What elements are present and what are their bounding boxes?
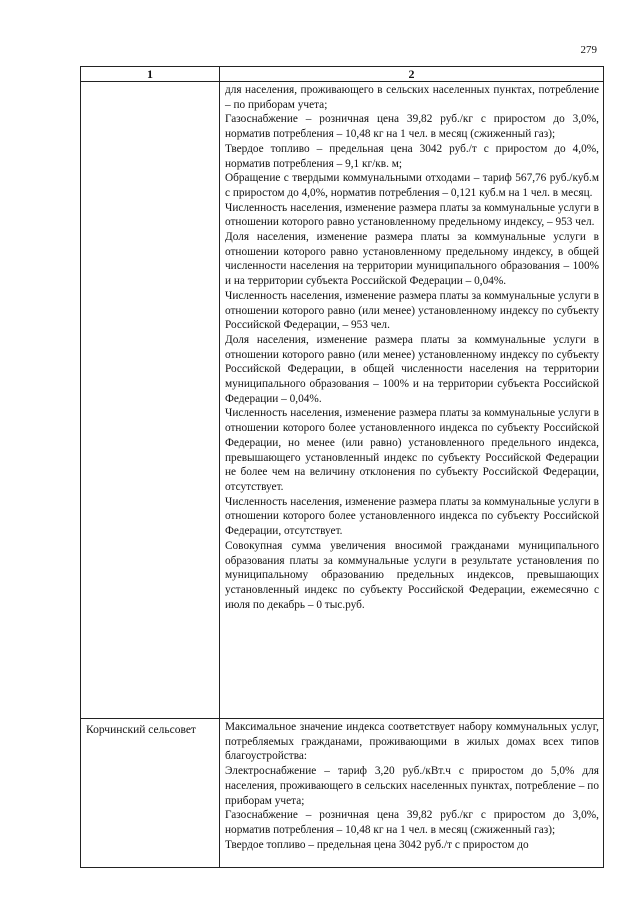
paragraph: Доля населения, изменение размера платы за коммунальные услуги в отношении которого равно установленному предельному индексу, в общей численности населения на территории муниципального образования – 100% и на территории субъекта Российской Федерации – 0,04%. bbox=[225, 231, 599, 288]
paragraph: Газоснабжение – розничная цена 39,82 руб./кг с приростом до 3,0%, норматив потребления – 10,48 кг на 1 чел. в месяц (сжиженный газ); bbox=[225, 809, 599, 836]
region-cell bbox=[81, 82, 220, 719]
column-header-2: 2 bbox=[220, 67, 604, 82]
table-row bbox=[81, 719, 604, 868]
paragraph: Газоснабжение – розничная цена 39,82 руб./кг с приростом до 3,0%, норматив потребления – 10,48 кг на 1 чел. в месяц (сжиженный газ); bbox=[225, 113, 599, 141]
paragraph: Доля населения, изменение размера платы за коммунальные услуги в отношении которого равно (или менее) установленному индексу по субъекту Российской Федерации, в общей численности населения на территории муниципального образования – 100% и на территории субъекта Российской Федерации – 0,04%. bbox=[225, 333, 599, 405]
paragraph: Численность населения, изменение размера платы за коммунальные услуги в отношении которого более установленного индекса по субъекту Российской Федерации, но менее (или равно) установленного предельного индекса, превышающего установленный индекс по субъекту Российской Федерации не более чем на величину отклонения по субъекту Российской Федерации, отсутствует. bbox=[225, 407, 599, 493]
paragraph: Численность населения, изменение размера платы за коммунальные услуги в отношении которого равно (или менее) установленному индексу по субъекту Российской Федерации, – 953 чел. bbox=[225, 289, 599, 332]
table-row bbox=[81, 82, 604, 719]
region-cell: Корчинский сельсовет bbox=[81, 719, 220, 868]
paragraph: Совокупная сумма увеличения вносимой гражданами муниципального образования платы за коммунальные услуги в результате установления по муниципальному образованию предельных индексов, превышающих установленный индекс по субъекту Российской Федерации, ежемесячно с июля по декабрь – 0 тыс.руб. bbox=[225, 539, 599, 611]
tariff-table bbox=[80, 66, 604, 868]
paragraph: Твердое топливо – предельная цена 3042 руб./т с приростом до 4,0%, норматив потребления – 9,1 кг/кв. м; bbox=[225, 142, 599, 170]
header-row bbox=[81, 67, 604, 82]
column-header-1: 1 bbox=[81, 67, 220, 82]
paragraph: Твердое топливо – предельная цена 3042 руб./т с приростом до bbox=[225, 838, 529, 851]
description-cell bbox=[220, 719, 604, 868]
paragraph: Обращение с твердыми коммунальными отходами – тариф 567,76 руб./куб.м с приростом до 4,0%, норматив потребления – 0,121 куб.м на 1 чел. в месяц. bbox=[225, 172, 599, 199]
paragraph: Численность населения, изменение размера платы за коммунальные услуги в отношении которого равно установленному предельному индексу, – 953 чел. bbox=[225, 201, 599, 229]
paragraph: Электроснабжение – тариф 3,20 руб./кВт.ч с приростом до 5,0% для населения, проживающего в сельских населенных пунктах, потребление – по приборам учета; bbox=[225, 765, 599, 807]
paragraph: Максимальное значение индекса соответствует набору коммунальных услуг, потребляемых гражданами, проживающими в жилых домах всех типов благоустройства: bbox=[225, 721, 599, 763]
paragraph: для населения, проживающего в сельских населенных пунктах, потребление – по приборам учета; bbox=[225, 84, 599, 111]
paragraph: Численность населения, изменение размера платы за коммунальные услуги в отношении которого более установленного индекса по субъекту Российской Федерации, отсутствует. bbox=[225, 495, 599, 538]
description-cell bbox=[220, 82, 604, 719]
page-number: 279 bbox=[580, 44, 597, 56]
